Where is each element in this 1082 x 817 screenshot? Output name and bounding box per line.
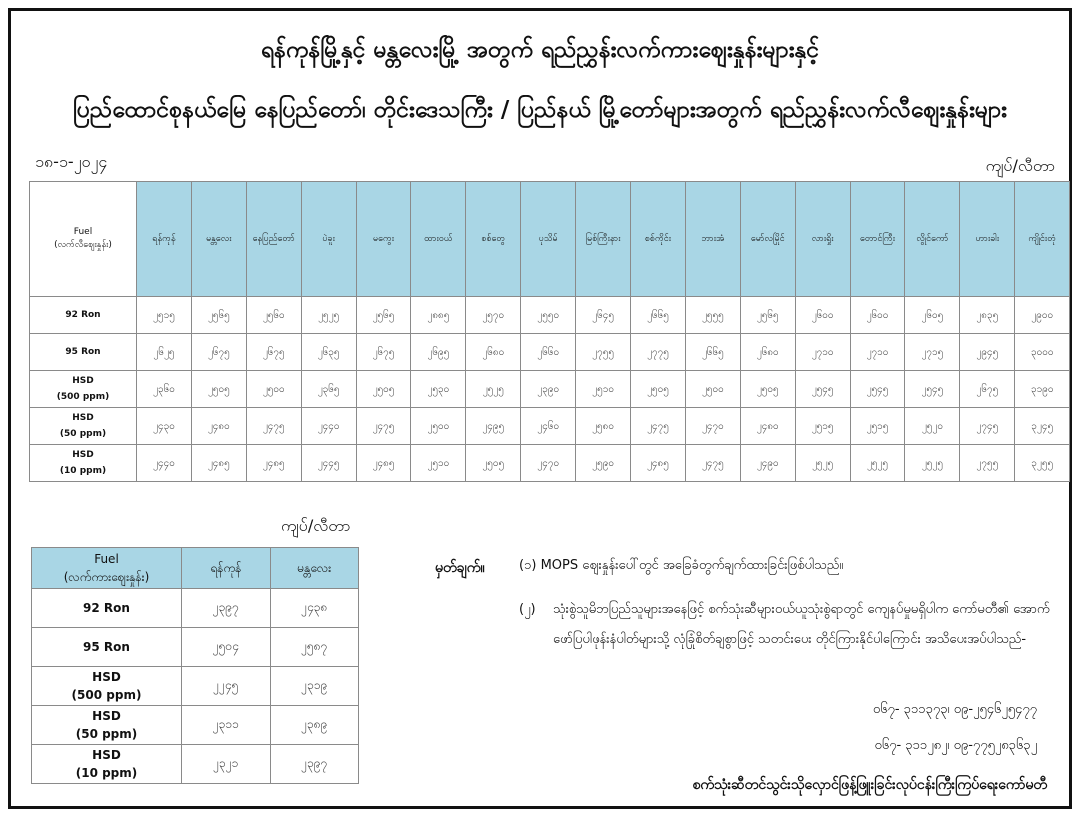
fuel-type-label: (10 ppm) (75, 766, 138, 780)
wholesale-city-header: မန္တလေး (270, 548, 359, 589)
price-cell: ၂၅၆၅ (356, 297, 411, 334)
retail-unit-label: ကျပ်/လီတာ (985, 156, 1055, 175)
price-cell: ၂၈၃၅ (960, 297, 1015, 334)
fuel-type-label: (50 ppm) (59, 429, 107, 439)
committee-signature: စက်သုံးဆီတင်သွင်းသိုလှောင်ဖြန့်ဖြူးခြင်းလုပ်ငန်းကြီးကြပ်ရေးကော်မတီ (692, 777, 1047, 793)
fuel-type-label: HSD (92, 748, 121, 762)
price-cell: ၂၆၂၅ (137, 334, 192, 371)
price-cell: ၂၅၆၅ (740, 297, 795, 334)
price-cell: ၂၆၈၀ (466, 334, 521, 371)
fuel-type-cell (32, 745, 182, 784)
notes-label: မှတ်ချက်။ (435, 560, 485, 576)
price-cell: ၂၃၂၁ (182, 745, 271, 784)
price-cell: ၂၃၆၀ (137, 371, 192, 408)
retail-city-header: စစ်တွေ (466, 182, 521, 297)
price-cell: ၂၄၉၀ (740, 445, 795, 482)
price-cell: ၂၅၂၅ (905, 445, 960, 482)
wholesale-price-table (31, 547, 359, 784)
fuel-type-cell (30, 371, 137, 408)
fuel-type-label: (500 ppm) (71, 688, 142, 702)
price-cell: ၂၆၆၅ (685, 334, 740, 371)
title-line-2: ပြည်ထောင်စုနယ်မြေ နေပြည်တော်၊ တိုင်းဒေသကြီး / ပြည်နယ် မြို့တော်များအတွက် ရည်ညွှန်းလက်လီဈေးနှုန်းများ (72, 97, 1007, 123)
retail-city-header: ဘားအံ (685, 182, 740, 297)
note-1: (၁) MOPS ဈေးနှုန်းပေါ်တွင် အခြေခံတွက်ချက်ထားခြင်းဖြစ်ပါသည်။ (519, 558, 844, 573)
price-cell: ၂၆၇၅ (960, 371, 1015, 408)
price-cell: ၃၂၄၅ (1015, 408, 1070, 445)
retail-city-header: မကွေး (356, 182, 411, 297)
retail-city-header: ကျိုင်းတုံ (1015, 182, 1070, 297)
table-row (30, 297, 1070, 334)
table-row (30, 445, 1070, 482)
price-cell: ၂၅၀၀ (685, 371, 740, 408)
price-cell: ၂၄၈၅ (631, 445, 686, 482)
price-cell: ၂၆၆၅ (631, 297, 686, 334)
retail-city-header: ထားဝယ် (411, 182, 466, 297)
price-cell: ၂၆၀၅ (905, 297, 960, 334)
price-cell: ၂၅၉၀ (576, 445, 631, 482)
fuel-header-line-2: (လက်ကားဈေးနှုန်း) (63, 570, 150, 584)
price-cell: ၂၇၅၅ (576, 334, 631, 371)
wholesale-unit-label: ကျပ်/လီတာ (281, 516, 351, 535)
fuel-type-cell (32, 628, 182, 667)
price-cell: ၂၅၂၅ (850, 445, 905, 482)
price-cell: ၂၅၂၅ (301, 297, 356, 334)
price-cell: ၂၄၄၀ (137, 445, 192, 482)
notice-date: ၁၈-၁-၂၀၂၄ (35, 152, 108, 171)
price-cell: ၂၆၄၅ (576, 297, 631, 334)
price-cell: ၂၄၃၈ (270, 589, 359, 628)
price-cell: ၂၇၇၅ (631, 334, 686, 371)
table-row (30, 408, 1070, 445)
fuel-type-cell (32, 667, 182, 706)
retail-city-header: မော်လမြိုင် (740, 182, 795, 297)
price-cell: ၂၄၈၀ (740, 408, 795, 445)
fuel-type-cell (32, 706, 182, 745)
fuel-type-label: 92 Ron (65, 310, 101, 320)
price-cell: ၂၇၄၅ (960, 408, 1015, 445)
price-cell: ၂၄၉၅ (466, 408, 521, 445)
retail-city-header: ရန်ကုန် (137, 182, 192, 297)
fuel-type-label: HSD (92, 670, 121, 684)
price-cell: ၂၅၀၅ (740, 371, 795, 408)
price-cell: ၂၄၃၀ (137, 408, 192, 445)
price-cell: ၂၇၁၀ (795, 334, 850, 371)
table-row (32, 706, 359, 745)
price-cell: ၂၅၇၀ (466, 297, 521, 334)
fuel-type-label: (500 ppm) (56, 392, 110, 402)
table-row (30, 371, 1070, 408)
price-cell: ၂၅၆၀ (246, 297, 301, 334)
phone-line-1: ၀၆၇- ၃၁၁၃၇၃၊ ၀၉-၂၅၄၆၂၅၄၇၇ (872, 702, 1037, 717)
price-cell: ၂၆၆၀ (521, 334, 576, 371)
price-cell: ၂၆၉၅ (411, 334, 466, 371)
price-cell: ၂၅၁၅ (850, 408, 905, 445)
title-line-1: ရန်ကုန်မြို့နှင့် မန္တလေးမြို့ အတွက် ရည်ညွှန်းလက်ကားဈေးနှုန်းများနှင့် (260, 37, 820, 63)
price-cell: ၂၃၉၇ (182, 589, 271, 628)
price-cell: ၂၉၀၀ (1015, 297, 1070, 334)
price-cell: ၂၄၈၅ (246, 445, 301, 482)
price-cell: ၂၅၅၅ (685, 297, 740, 334)
price-cell: ၂၅၆၅ (191, 297, 246, 334)
fuel-type-label: HSD (92, 709, 121, 723)
price-cell: ၂၄၇၀ (521, 445, 576, 482)
price-cell: ၃၂၅၅ (1015, 445, 1070, 482)
price-cell: ၂၅၁၅ (137, 297, 192, 334)
price-cell: ၂၄၇၅ (685, 445, 740, 482)
note-2-number: (၂) (519, 602, 536, 617)
price-cell: ၂၅၈၇ (270, 628, 359, 667)
price-cell: ၂၄၄၅ (301, 445, 356, 482)
price-cell: ၂၆၇၅ (356, 334, 411, 371)
fuel-type-cell (30, 334, 137, 371)
price-cell: ၂၆၀၀ (795, 297, 850, 334)
fuel-type-label: HSD (72, 413, 94, 423)
retail-city-header: လားရှိုး (795, 182, 850, 297)
retail-city-header: ဟားခါး (960, 182, 1015, 297)
price-cell: ၃၁၉၀ (1015, 371, 1070, 408)
price-cell: ၂၂၄၅ (182, 667, 271, 706)
price-cell: ၂၃၈၉ (270, 706, 359, 745)
table-row (32, 667, 359, 706)
price-cell: ၂၄၈၅ (191, 445, 246, 482)
price-cell: ၂၄၄၀ (301, 408, 356, 445)
price-cell: ၂၆၇၅ (246, 334, 301, 371)
price-cell: ၂၅၂၅ (795, 445, 850, 482)
price-cell: ၂၈၈၅ (411, 297, 466, 334)
price-cell: ၂၃၁၉ (270, 667, 359, 706)
price-cell: ၂၃၉၇ (270, 745, 359, 784)
fuel-type-label: (50 ppm) (75, 727, 138, 741)
price-cell: ၂၄၈၀ (191, 408, 246, 445)
table-row (32, 745, 359, 784)
price-cell: ၂၃၉၀ (521, 371, 576, 408)
fuel-header-line-1: Fuel (94, 552, 119, 566)
retail-city-header: စစ်ကိုင်း (631, 182, 686, 297)
price-cell: ၂၄၇၅ (631, 408, 686, 445)
notice-frame (8, 8, 1072, 809)
table-row (30, 334, 1070, 371)
price-cell: ၂၅၀၀ (411, 408, 466, 445)
table-row (32, 628, 359, 667)
price-cell: ၂၅၂၀ (905, 408, 960, 445)
price-cell: ၂၄၇၅ (246, 408, 301, 445)
price-cell: ၂၅၈၀ (576, 408, 631, 445)
price-cell: ၂၄၈၅ (356, 445, 411, 482)
price-cell: ၂၄၇၀ (685, 408, 740, 445)
price-cell: ၂၅၀၅ (356, 371, 411, 408)
fuel-header-line-2: (လက်လီဈေးနှုန်း) (54, 240, 112, 250)
price-cell: ၂၆၃၅ (301, 334, 356, 371)
retail-city-header: ပုသိမ် (521, 182, 576, 297)
note-2-text: သုံးစွဲသူမိဘပြည်သူများအနေဖြင့် စက်သုံးဆီများဝယ်ယူသုံးစွဲရာတွင် ကျေနပ်မှုမရှိပါက ကော်မတီ၏ အောက်ဖော်ပြပါဖုန်းနံပါတ်များသို့ လုံခြုံစိတ်ချစွာဖြင့် သတင်းပေး တိုင်ကြားနိုင်ပါကြောင်း အသိပေးအပ်ပါသည်- (553, 602, 1050, 647)
price-cell: ၂၅၄၅ (850, 371, 905, 408)
price-cell: ၃၀၀၀ (1015, 334, 1070, 371)
fuel-header-line-1: Fuel (73, 227, 93, 237)
price-cell: ၂၃၁၁ (182, 706, 271, 745)
wholesale-fuel-header (32, 548, 182, 589)
price-cell: ၂၅၀၅ (631, 371, 686, 408)
retail-city-header: လွိုင်ကော် (905, 182, 960, 297)
price-cell: ၂၅၀၅ (191, 371, 246, 408)
price-cell: ၂၅၀၅ (466, 445, 521, 482)
price-cell: ၂၅၁၀ (576, 371, 631, 408)
price-cell: ၂၅၄၅ (795, 371, 850, 408)
price-cell: ၂၅၄၅ (905, 371, 960, 408)
price-cell: ၂၅၁၀ (411, 445, 466, 482)
price-cell: ၂၇၁၀ (850, 334, 905, 371)
price-cell: ၂၅၂၅ (466, 371, 521, 408)
fuel-type-cell (32, 589, 182, 628)
price-cell: ၂၇၅၅ (960, 445, 1015, 482)
phone-line-2: ၀၆၇- ၃၁၁၂၈၂၊ ၀၉-၇၇၅၂၈၃၆၃၂ (874, 738, 1037, 753)
table-row (32, 589, 359, 628)
price-cell: ၂၅၀၀ (246, 371, 301, 408)
retail-price-table (29, 181, 1070, 482)
fuel-type-label: 95 Ron (83, 640, 130, 654)
price-cell: ၂၃၆၅ (301, 371, 356, 408)
fuel-type-label: HSD (72, 376, 94, 386)
price-cell: ၂၄၆၀ (521, 408, 576, 445)
price-cell: ၂၇၁၅ (905, 334, 960, 371)
price-cell: ၂၅၁၅ (795, 408, 850, 445)
price-cell: ၂၅၀၄ (182, 628, 271, 667)
retail-fuel-header (30, 182, 137, 297)
retail-city-header: နေပြည်တော် (246, 182, 301, 297)
fuel-type-cell (30, 408, 137, 445)
fuel-type-label: HSD (72, 450, 94, 460)
price-cell: ၂၆၇၅ (191, 334, 246, 371)
fuel-type-label: 92 Ron (83, 601, 130, 615)
retail-city-header: မြစ်ကြီးနား (576, 182, 631, 297)
retail-city-header: တောင်ကြီး (850, 182, 905, 297)
wholesale-city-header: ရန်ကုန် (182, 548, 271, 589)
fuel-type-cell (30, 297, 137, 334)
price-cell: ၂၆၀၀ (850, 297, 905, 334)
fuel-type-label: (10 ppm) (59, 466, 107, 476)
price-cell: ၂၅၃၀ (411, 371, 466, 408)
fuel-type-cell (30, 445, 137, 482)
price-cell: ၂၅၅၀ (521, 297, 576, 334)
retail-city-header: ပဲခူး (301, 182, 356, 297)
fuel-type-label: 95 Ron (65, 347, 101, 357)
price-cell: ၂၄၇၅ (356, 408, 411, 445)
price-cell: ၂၉၄၅ (960, 334, 1015, 371)
retail-city-header: မန္တလေး (191, 182, 246, 297)
price-cell: ၂၆၈၀ (740, 334, 795, 371)
